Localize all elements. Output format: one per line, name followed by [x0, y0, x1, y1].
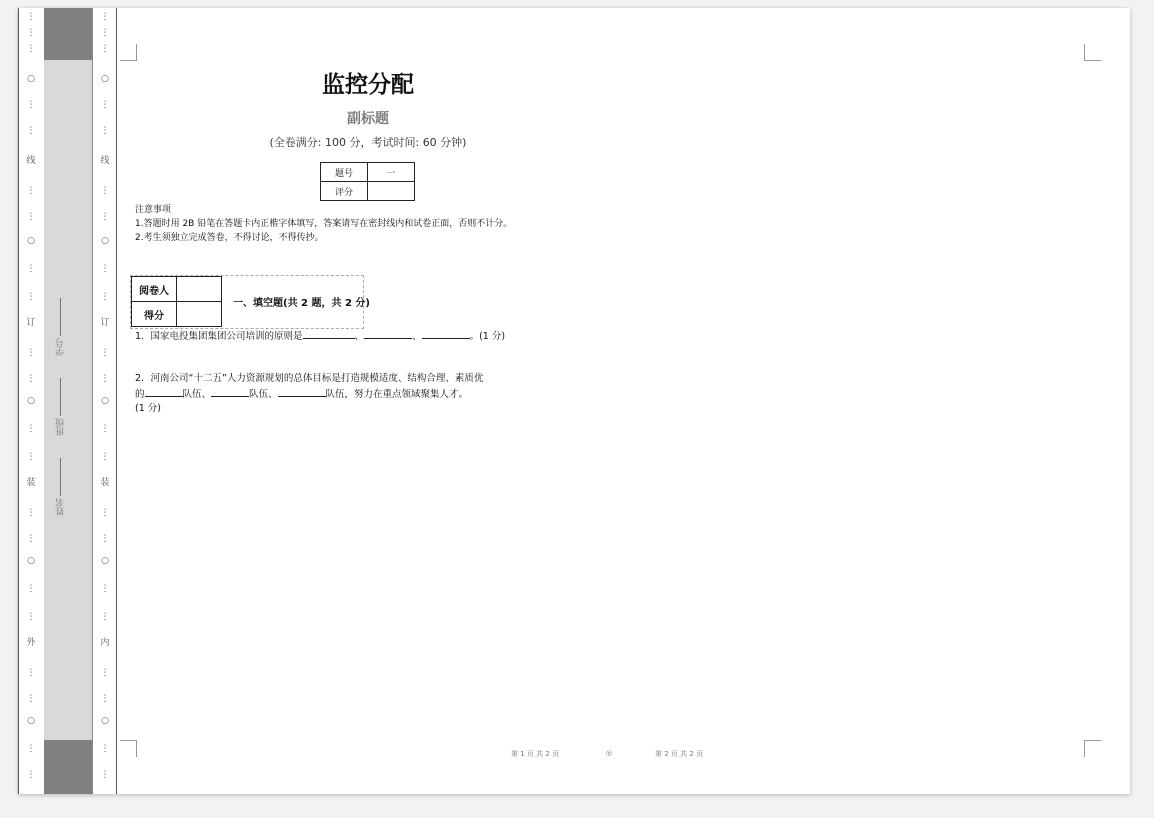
- margin-inner-line: [116, 8, 117, 794]
- answer-blank[interactable]: [303, 328, 355, 339]
- notes-heading: 注意事项: [135, 205, 172, 215]
- class-label: 班级: [54, 378, 84, 436]
- outer-line-mark: 线: [26, 156, 36, 166]
- outer-outside-mark: 外: [26, 638, 36, 648]
- footer-right-page: 第 2 页 共 2 页: [655, 750, 704, 758]
- answer-blank[interactable]: [422, 328, 470, 339]
- reviewer-cell: [177, 277, 222, 302]
- score-table-header-label: 题号: [321, 163, 368, 182]
- outer-bind-mark: 订: [26, 318, 36, 328]
- inner-line-mark: 线: [100, 156, 110, 166]
- page-title: 监控分配: [322, 72, 414, 98]
- answer-blank[interactable]: [278, 386, 326, 397]
- note-item: 1.答题时用 2B 铅笔在答题卡内正楷字体填写，答案请写在密封线内和试卷正面，否则不计分。: [135, 219, 513, 229]
- page-subtitle: 副标题: [347, 111, 389, 127]
- exam-page: [18, 8, 1130, 794]
- score-table-cell: [368, 182, 415, 201]
- binding-top-block: [44, 8, 92, 60]
- reviewer-table: [131, 276, 222, 327]
- answer-blank[interactable]: [364, 328, 412, 339]
- inner-bind-mark: 订: [100, 318, 110, 328]
- name-label: 姓名: [54, 458, 84, 516]
- section-title: 一、填空题(共 2 题，共 2 分): [233, 298, 370, 309]
- answer-blank[interactable]: [145, 386, 183, 397]
- score-table: [320, 162, 415, 201]
- outer-seal-mark: 装: [26, 478, 36, 488]
- student-id-label: 学号: [54, 298, 84, 356]
- score-table-row-label: 评分: [321, 182, 368, 201]
- exam-info: (全卷满分: 100 分，考试时间: 60 分钟): [269, 136, 467, 149]
- inner-seal-column: ⋮ ⋮ ⋮ ○ ⋮ ⋮ 线 ⋮ ⋮ ○ ⋮ ⋮ 订 ⋮ ⋮ ○ ⋮ ⋮ 装 ⋮ ⋮ ○ ⋮ ⋮ 内 ⋮ ⋮ ○ ⋮ ⋮: [96, 8, 114, 794]
- score-table-col-1: 一: [368, 163, 415, 182]
- binding-bottom-block: [44, 740, 92, 794]
- section-score-cell: [177, 302, 222, 327]
- section-score-label: 得分: [132, 302, 177, 327]
- note-item: 2.考生须独立完成答卷，不得讨论，不得传抄。: [135, 233, 324, 243]
- margin-strip-right-line: [92, 8, 93, 794]
- question-2: 2．河南公司“十二五”人力资源规划的总体目标是打造规模适度、结构合理、素质优 的 队伍、 队伍、 队伍，努力在重点领域聚集人才。 (1 分): [135, 373, 484, 414]
- crop-mark-top-left: [120, 44, 137, 61]
- reviewer-label: 阅卷人: [132, 277, 177, 302]
- margin-outer-line: [18, 8, 19, 794]
- footer-center-mark: ◎: [606, 749, 613, 757]
- answer-blank[interactable]: [211, 386, 249, 397]
- inner-inside-mark: 内: [100, 638, 110, 648]
- crop-mark-top-right: [1084, 44, 1101, 61]
- question-1: 1．国家电投集团集团公司培训的原则是 、 、 。(1 分): [135, 328, 505, 344]
- crop-mark-bottom-left: [120, 740, 137, 757]
- outer-seal-column: ⋮ ⋮ ⋮ ○ ⋮ ⋮ 线 ⋮ ⋮ ○ ⋮ ⋮ 订 ⋮ ⋮ ○ ⋮ ⋮ 装 ⋮ ⋮ ○ ⋮ ⋮ 外 ⋮ ⋮ ○ ⋮ ⋮: [22, 8, 40, 794]
- footer-left-page: 第 1 页 共 2 页: [511, 750, 560, 758]
- notes-section: [135, 203, 512, 245]
- inner-seal-mark: 装: [100, 478, 110, 488]
- crop-mark-bottom-right: [1084, 740, 1101, 757]
